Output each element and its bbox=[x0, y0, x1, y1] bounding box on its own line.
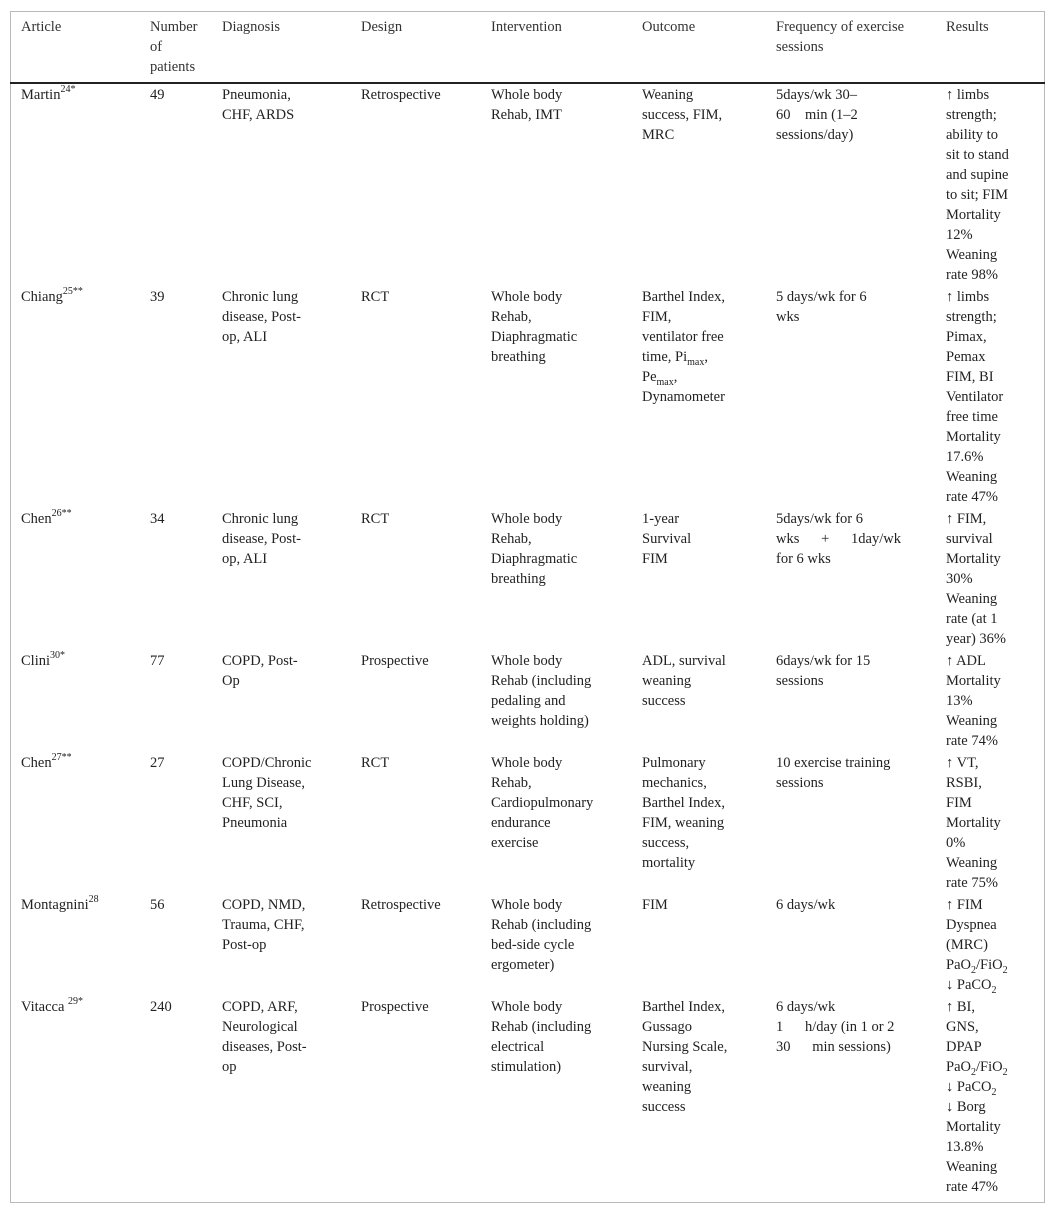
cell-diagnosis bbox=[222, 287, 301, 347]
cell-line: rate 74% bbox=[946, 733, 998, 749]
cell-design: RCT bbox=[361, 289, 390, 305]
cell-line: electrical bbox=[491, 1039, 545, 1055]
cell-line: Barthel Index, bbox=[642, 999, 725, 1015]
cell-line: Rehab (including bbox=[491, 1019, 592, 1035]
header-article: Article bbox=[21, 19, 62, 35]
cell-line: Survival bbox=[642, 531, 692, 547]
header-frequency: Frequency of exercise sessions bbox=[776, 19, 905, 55]
cell-design: RCT bbox=[361, 755, 390, 771]
cell-line: Whole body bbox=[491, 653, 563, 669]
cell-line: stimulation) bbox=[491, 1059, 562, 1075]
cell-line: op, ALI bbox=[222, 329, 268, 345]
cell-line: sit to stand bbox=[946, 147, 1009, 163]
article-name: Martin bbox=[21, 87, 61, 103]
article-ref: 28 bbox=[88, 894, 99, 906]
cell-patients: 49 bbox=[150, 87, 165, 103]
cell-line: Trauma, CHF, bbox=[222, 917, 305, 933]
cell-line: Whole body bbox=[491, 87, 563, 103]
cell-line: breathing bbox=[491, 349, 546, 365]
cell-results bbox=[946, 895, 1008, 995]
cell-line: strength; bbox=[946, 107, 997, 123]
cell-line: 13.8% bbox=[946, 1139, 984, 1155]
cell-line: FIM, BI bbox=[946, 369, 994, 385]
cell-line: Cardiopulmonary bbox=[491, 795, 594, 811]
cell-frequency bbox=[776, 997, 894, 1057]
cell-outcome bbox=[642, 753, 725, 873]
cell-line: Rehab (including bbox=[491, 917, 592, 933]
cell-diagnosis bbox=[222, 651, 298, 691]
cell-line: op, ALI bbox=[222, 551, 268, 567]
cell-line: wks bbox=[776, 309, 800, 325]
cell-line: sessions/day) bbox=[776, 127, 854, 143]
cell-line: Weaning bbox=[642, 87, 694, 103]
cell-article bbox=[21, 85, 75, 105]
cell-patients: 56 bbox=[150, 897, 165, 913]
cell-line: (MRC) bbox=[946, 937, 988, 953]
cell-line: COPD, ARF, bbox=[222, 999, 298, 1015]
cell-intervention bbox=[491, 85, 562, 125]
cell-line: Diaphragmatic bbox=[491, 551, 578, 567]
cell-outcome bbox=[642, 651, 726, 711]
cell-line: bed-side cycle bbox=[491, 937, 575, 953]
cell-patients: 39 bbox=[150, 289, 165, 305]
cell-line: rate (at 1 bbox=[946, 611, 998, 627]
cell-article bbox=[21, 753, 72, 773]
cell-line: Gussago bbox=[642, 1019, 692, 1035]
article-ref: 24* bbox=[60, 84, 76, 96]
cell-outcome bbox=[642, 509, 691, 569]
cell-line: Mortality bbox=[946, 429, 1001, 445]
cell-line: mortality bbox=[642, 855, 696, 871]
cell-line: ↑ FIM bbox=[946, 897, 983, 913]
cell-line: COPD/Chronic bbox=[222, 755, 312, 771]
cell-line: PaO$_2$/FiO$_2$ bbox=[946, 1059, 1008, 1078]
cell-line: GNS, bbox=[946, 1019, 979, 1035]
cell-line: 6 days/wk bbox=[776, 999, 836, 1015]
cell-line: mechanics, bbox=[642, 775, 707, 791]
cell-line: FIM bbox=[946, 795, 972, 811]
cell-line: ↑ BI, bbox=[946, 999, 975, 1015]
cell-line: free time bbox=[946, 409, 998, 425]
cell-line: Pneumonia, bbox=[222, 87, 291, 103]
cell-line: exercise bbox=[491, 835, 539, 851]
cell-line: COPD, NMD, bbox=[222, 897, 306, 913]
cell-article bbox=[21, 509, 72, 529]
cell-line: Nursing Scale, bbox=[642, 1039, 728, 1055]
article-ref: 27** bbox=[51, 752, 72, 764]
article-ref: 26** bbox=[51, 508, 72, 520]
cell-line: 30 min sessions) bbox=[776, 1039, 891, 1055]
article-name: Chen bbox=[21, 511, 52, 527]
cell-line: Lung Disease, bbox=[222, 775, 305, 791]
article-name: Chiang bbox=[21, 289, 63, 305]
cell-intervention bbox=[491, 651, 591, 731]
cell-line: 1 h/day (in 1 or 2 bbox=[776, 1019, 895, 1035]
cell-line: weaning bbox=[642, 673, 692, 689]
cell-line: 1-year bbox=[642, 511, 680, 527]
cell-line: ↑ VT, bbox=[946, 755, 979, 771]
header-results: Results bbox=[946, 19, 989, 35]
cell-line: op bbox=[222, 1059, 237, 1075]
cell-diagnosis bbox=[222, 753, 311, 833]
cell-diagnosis bbox=[222, 997, 307, 1077]
cell-line: FIM bbox=[642, 897, 668, 913]
cell-line: Weaning bbox=[946, 591, 998, 607]
cell-line: and supine bbox=[946, 167, 1009, 183]
cell-line: success bbox=[642, 693, 686, 709]
cell-intervention bbox=[491, 997, 591, 1077]
cell-line: DPAP bbox=[946, 1039, 982, 1055]
cell-line: rate 98% bbox=[946, 267, 998, 283]
cell-line: 10 exercise training bbox=[776, 755, 891, 771]
article-ref: 30* bbox=[50, 650, 66, 662]
cell-patients: 34 bbox=[150, 511, 165, 527]
cell-intervention bbox=[491, 287, 577, 367]
header-divider bbox=[10, 82, 1045, 84]
cell-diagnosis bbox=[222, 85, 294, 125]
cell-intervention bbox=[491, 509, 577, 589]
cell-line: ventilator free bbox=[642, 329, 724, 345]
article-ref: 29* bbox=[68, 996, 84, 1008]
cell-line: rate 47% bbox=[946, 489, 998, 505]
cell-line: for 6 wks bbox=[776, 551, 831, 567]
cell-line: Whole body bbox=[491, 755, 563, 771]
cell-line: Mortality bbox=[946, 207, 1001, 223]
cell-design: Retrospective bbox=[361, 897, 441, 913]
cell-line: ↓ PaCO$_2$ bbox=[946, 977, 997, 996]
cell-line: Pimax, bbox=[946, 329, 987, 345]
cell-line: 30% bbox=[946, 571, 973, 587]
cell-line: Mortality bbox=[946, 551, 1001, 567]
cell-outcome bbox=[642, 287, 725, 407]
cell-line: Pulmonary bbox=[642, 755, 706, 771]
cell-frequency bbox=[776, 509, 901, 569]
cell-article bbox=[21, 997, 83, 1017]
cell-line: Rehab, bbox=[491, 309, 532, 325]
cell-line: Whole body bbox=[491, 511, 563, 527]
cell-line: PaO$_2$/FiO$_2$ bbox=[946, 957, 1008, 976]
article-name: Montagnini bbox=[21, 897, 89, 913]
cell-article bbox=[21, 651, 65, 671]
cell-line: disease, Post- bbox=[222, 309, 301, 325]
cell-line: Whole body bbox=[491, 897, 563, 913]
cell-line: Neurological bbox=[222, 1019, 298, 1035]
cell-line: Barthel Index, bbox=[642, 795, 725, 811]
cell-results bbox=[946, 753, 1001, 893]
cell-patients: 27 bbox=[150, 755, 165, 771]
cell-line: FIM bbox=[642, 551, 668, 567]
cell-results bbox=[946, 287, 1003, 507]
cell-line: Rehab, IMT bbox=[491, 107, 562, 123]
cell-results bbox=[946, 651, 1001, 751]
cell-line: CHF, SCI, bbox=[222, 795, 283, 811]
cell-design: RCT bbox=[361, 511, 390, 527]
cell-frequency bbox=[776, 287, 867, 327]
header-outcome: Outcome bbox=[642, 19, 696, 35]
cell-line: ergometer) bbox=[491, 957, 555, 973]
cell-line: Pneumonia bbox=[222, 815, 288, 831]
cell-line: 60 min (1–2 bbox=[776, 107, 858, 123]
cell-line: Weaning bbox=[946, 1159, 998, 1175]
cell-line: time, $Pi_{max}$, bbox=[642, 349, 708, 368]
cell-design: Prospective bbox=[361, 999, 429, 1015]
cell-line: success bbox=[642, 1099, 686, 1115]
cell-line: 6 days/wk bbox=[776, 897, 836, 913]
cell-outcome bbox=[642, 895, 668, 915]
header-patients: Number of patients bbox=[150, 19, 198, 75]
cell-line: weights holding) bbox=[491, 713, 589, 729]
cell-line: CHF, ARDS bbox=[222, 107, 295, 123]
cell-line: sessions bbox=[776, 673, 824, 689]
cell-article bbox=[21, 895, 99, 915]
cell-line: 0% bbox=[946, 835, 966, 851]
article-name: Clini bbox=[21, 653, 51, 669]
cell-outcome bbox=[642, 997, 727, 1117]
header-design: Design bbox=[361, 19, 403, 35]
cell-line: ↓ PaCO$_2$ bbox=[946, 1079, 997, 1098]
cell-line: FIM, weaning bbox=[642, 815, 725, 831]
cell-line: Weaning bbox=[946, 855, 998, 871]
cell-line: survival bbox=[946, 531, 993, 547]
cell-line: 13% bbox=[946, 693, 973, 709]
cell-diagnosis bbox=[222, 509, 301, 569]
cell-line: breathing bbox=[491, 571, 546, 587]
cell-patients: 240 bbox=[150, 999, 172, 1015]
cell-line: Dynamometer bbox=[642, 389, 725, 405]
cell-line: MRC bbox=[642, 127, 675, 143]
cell-frequency bbox=[776, 895, 835, 915]
cell-results bbox=[946, 85, 1009, 285]
cell-line: survival, bbox=[642, 1059, 693, 1075]
cell-frequency bbox=[776, 753, 890, 793]
cell-frequency bbox=[776, 651, 870, 691]
cell-line: diseases, Post- bbox=[222, 1039, 307, 1055]
cell-line: year) 36% bbox=[946, 631, 1006, 647]
cell-line: Mortality bbox=[946, 673, 1001, 689]
cell-line: Whole body bbox=[491, 289, 563, 305]
cell-line: Barthel Index, bbox=[642, 289, 725, 305]
cell-line: RSBI, bbox=[946, 775, 982, 791]
cell-design: Prospective bbox=[361, 653, 429, 669]
cell-line: ↑ FIM, bbox=[946, 511, 987, 527]
cell-line: Rehab, bbox=[491, 775, 532, 791]
article-ref: 25** bbox=[62, 286, 83, 298]
cell-line: success, bbox=[642, 835, 690, 851]
cell-line: $Pe_{max}$, bbox=[642, 369, 678, 388]
cell-line: Rehab, bbox=[491, 531, 532, 547]
cell-line: Weaning bbox=[946, 469, 998, 485]
cell-line: Post-op bbox=[222, 937, 267, 953]
cell-line: Weaning bbox=[946, 247, 998, 263]
cell-line: ↑ ADL bbox=[946, 653, 986, 669]
cell-line: Pemax bbox=[946, 349, 986, 365]
cell-article bbox=[21, 287, 83, 307]
cell-outcome bbox=[642, 85, 722, 145]
cell-line: ADL, survival bbox=[642, 653, 726, 669]
article-name: Chen bbox=[21, 755, 52, 771]
cell-design: Retrospective bbox=[361, 87, 441, 103]
cell-patients: 77 bbox=[150, 653, 165, 669]
cell-line: wks + 1day/wk bbox=[776, 531, 901, 547]
cell-line: Diaphragmatic bbox=[491, 329, 578, 345]
cell-line: pedaling and bbox=[491, 693, 566, 709]
cell-line: 5days/wk 30– bbox=[776, 87, 857, 103]
cell-diagnosis bbox=[222, 895, 305, 955]
cell-line: sessions bbox=[776, 775, 824, 791]
cell-results bbox=[946, 509, 1006, 649]
cell-line: ↑ limbs bbox=[946, 87, 990, 103]
cell-line: weaning bbox=[642, 1079, 692, 1095]
cell-line: endurance bbox=[491, 815, 551, 831]
cell-line: rate 75% bbox=[946, 875, 998, 891]
cell-line: 6days/wk for 15 bbox=[776, 653, 871, 669]
header-intervention: Intervention bbox=[491, 19, 562, 35]
cell-line: 12% bbox=[946, 227, 973, 243]
cell-line: Mortality bbox=[946, 1119, 1001, 1135]
cell-line: 17.6% bbox=[946, 449, 984, 465]
header-diagnosis: Diagnosis bbox=[222, 19, 280, 35]
cell-frequency bbox=[776, 85, 858, 145]
cell-line: Chronic lung bbox=[222, 289, 299, 305]
cell-line: Rehab (including bbox=[491, 673, 592, 689]
cell-intervention bbox=[491, 753, 593, 853]
cell-line: Weaning bbox=[946, 713, 998, 729]
cell-line: FIM, bbox=[642, 309, 672, 325]
cell-line: 5days/wk for 6 bbox=[776, 511, 863, 527]
cell-line: disease, Post- bbox=[222, 531, 301, 547]
cell-results bbox=[946, 997, 1008, 1197]
cell-line: Whole body bbox=[491, 999, 563, 1015]
cell-line: Chronic lung bbox=[222, 511, 299, 527]
cell-line: Ventilator bbox=[946, 389, 1004, 405]
cell-line: ↑ limbs bbox=[946, 289, 990, 305]
cell-line: Mortality bbox=[946, 815, 1001, 831]
cell-line: Op bbox=[222, 673, 240, 689]
cell-line: 5 days/wk for 6 bbox=[776, 289, 867, 305]
cell-line: to sit; FIM bbox=[946, 187, 1009, 203]
cell-line: Dyspnea bbox=[946, 917, 997, 933]
cell-line: COPD, Post- bbox=[222, 653, 298, 669]
cell-line: success, FIM, bbox=[642, 107, 723, 123]
cell-line: rate 47% bbox=[946, 1179, 998, 1195]
cell-line: ↓ Borg bbox=[946, 1099, 986, 1115]
cell-line: ability to bbox=[946, 127, 998, 143]
cell-line: strength; bbox=[946, 309, 997, 325]
article-name: Vitacca bbox=[21, 999, 69, 1015]
cell-intervention bbox=[491, 895, 591, 975]
